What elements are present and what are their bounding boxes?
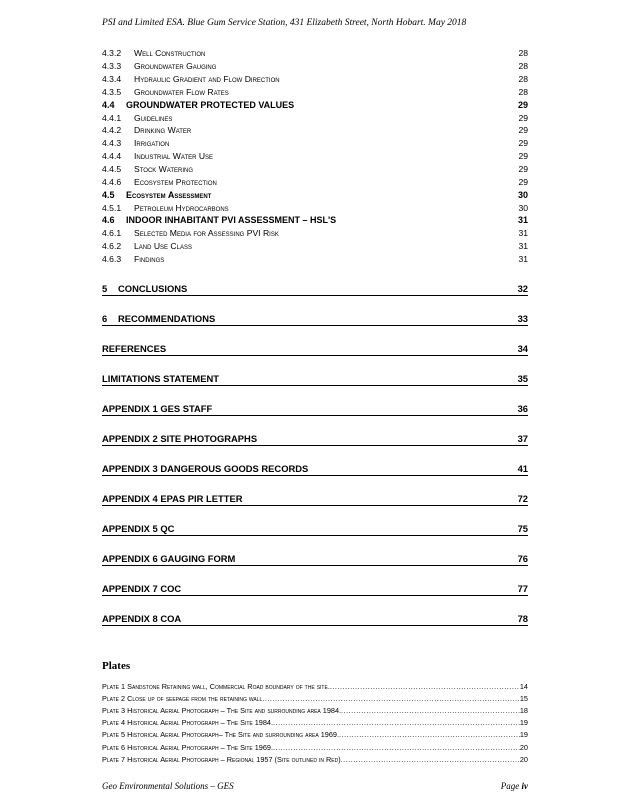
toc-entry-number: 4.4.6 [102,176,122,187]
toc-heading-underline [102,313,528,326]
toc-heading-title: APPENDIX 3 DANGEROUS GOODS RECORDS [102,463,309,474]
toc-heading-title: REFERENCES [102,343,167,354]
toc-heading-title: CONCLUSIONS [118,283,188,294]
toc-heading-title: APPENDIX 1 GES STAFF [102,403,213,414]
toc-entry-page: 29 [518,151,528,162]
toc-entry-title: Industrial Water Use [134,151,214,162]
toc-entry[interactable] [102,227,528,240]
toc-entry-title: INDOOR INHABITANT PVI ASSESSMENT – HSL'S [126,215,337,226]
toc-heading-title: APPENDIX 7 COC [102,583,182,594]
toc-entry-title: Selected Media for Assessing PVI Risk [134,228,279,239]
toc-entry-number: 4.6.3 [102,253,122,264]
toc-entry-page: 31 [518,253,528,264]
toc-heading-entry[interactable] [102,433,528,463]
toc-entry-number: 4.5 [102,189,115,200]
toc-entry-title: Groundwater Gauging [134,61,217,72]
toc-entry-number: 4.3.5 [102,86,122,97]
plate-entry-page: 18 [519,705,528,715]
toc-heading-entry[interactable] [102,523,528,553]
footer-page [501,781,528,791]
toc-entry-number: 4.6 [102,215,115,226]
plate-entry-page: 15 [519,693,528,703]
footer-page-label: Page [500,781,520,791]
toc-heading-page: 33 [517,313,528,324]
toc-entry-title: Groundwater Flow Rates [134,86,229,97]
plate-entry[interactable] [102,704,528,716]
toc-heading-entry[interactable] [102,313,528,343]
toc-heading-title: APPENDIX 2 SITE PHOTOGRAPHS [102,433,258,444]
plate-entry-page: 14 [519,681,528,691]
toc-heading-entry[interactable] [102,583,528,613]
toc-heading-page: 41 [517,463,528,474]
toc-entry-number: 4.5.1 [102,202,122,213]
plate-entry-leader [273,718,520,727]
toc-heading-title: RECOMMENDATIONS [118,313,216,324]
toc-entry-number: 4.4.2 [102,125,122,136]
toc-heading-title: LIMITATIONS STATEMENT [102,373,219,384]
running-header: PSI and Limited ESA. Blue Gum Service Station, 431 Elizabeth Street, North Hobart. May 2018 [102,18,467,28]
toc-heading-title: APPENDIX 4 EPAS PIR LETTER [102,493,243,504]
plate-entry-title: Plate 2 Close up of seepage from the retaining wall [102,693,263,703]
toc-entry-page: 31 [518,241,528,252]
plate-entry[interactable] [102,741,528,753]
toc-entry-number: 4.3.3 [102,61,122,72]
toc-entry-title: Hydraulic Gradient and Flow Direction [134,74,280,85]
toc-entry-title: Findings [134,253,165,264]
toc-entry-page: 28 [518,61,528,72]
toc-heading-entry[interactable] [102,283,528,313]
toc-entry-page: 29 [517,99,528,110]
toc-entry-page: 28 [518,86,528,97]
plate-entry-title: Plate 5 Historical Aerial Photograph– The Site and surrounding area 1969. [102,730,340,740]
toc-heading-title: APPENDIX 5 QC [102,523,175,534]
plate-entry-leader [273,743,520,752]
plate-entry-page: 20 [519,754,528,764]
toc-heading-underline [102,283,528,296]
toc-entry[interactable] [102,111,528,124]
toc-entry-page: 30 [518,202,528,213]
plate-entry[interactable] [102,753,528,765]
plate-entry[interactable] [102,717,528,729]
toc-entry-title: Well Construction [134,48,206,59]
toc-heading-entry[interactable] [102,553,528,583]
toc-heading-number: 5 [102,283,108,294]
toc-heading-underline [102,433,528,446]
toc-heading-underline [102,373,528,386]
toc-entry-title: GROUNDWATER PROTECTED VALUES [126,99,295,110]
toc-entry-title: Irrigation [134,138,170,149]
toc-entry[interactable] [102,124,528,137]
toc-heading-underline [102,403,528,416]
toc-entry-number: 4.3.2 [102,48,122,59]
toc-heading-page: 37 [517,433,528,444]
footer-company: Geo Environmental Solutions – GES [102,781,234,791]
footer-page-number: iv [521,781,528,791]
toc-entry[interactable] [102,253,528,266]
plate-entry-leader [341,706,520,715]
toc-heading-page: 32 [517,283,528,294]
toc-heading-underline [102,493,528,506]
toc-heading-entry[interactable] [102,343,528,373]
toc-entry-number: 4.4.1 [102,112,122,123]
toc-heading-underline [102,583,528,596]
plate-entry[interactable] [102,729,528,741]
toc-entry-title: Stock Watering [134,164,194,175]
toc-heading-page: 78 [517,613,528,624]
page-footer [102,781,528,791]
toc-heading-number: 6 [102,313,108,324]
toc-entry-title: Ecosystem Assessment [126,189,212,200]
toc-entry-number: 4.3.4 [102,74,122,85]
plate-entry-title: Plate 6 Historical Aerial Photograph – The Site 1969. [102,742,274,752]
plate-entry-leader [341,755,520,764]
toc-entry[interactable] [102,188,528,201]
toc-entry-title: Guidelines [134,112,173,123]
toc-entry-page: 31 [517,215,528,226]
toc-heading-page: 72 [517,493,528,504]
toc-heading-page: 36 [517,403,528,414]
toc-heading-underline [102,463,528,476]
toc-entry[interactable] [102,137,528,150]
toc-heading-page: 35 [517,373,528,384]
toc-heading-entry[interactable] [102,463,528,493]
toc-heading-page: 77 [517,583,528,594]
toc-entry-title: Petroleum Hydrocarbons [134,202,229,213]
toc-entry-number: 4.4.4 [102,151,122,162]
toc-entry[interactable] [102,86,528,99]
toc-entry-number: 4.4.3 [102,138,122,149]
toc-entry[interactable] [102,98,528,111]
toc-heading-entry[interactable] [102,493,528,523]
toc-entry-number: 4.4.5 [102,164,122,175]
toc-entry-page: 29 [518,164,528,175]
toc-entry-page: 31 [518,228,528,239]
toc-heading-entry[interactable] [102,373,528,403]
toc-entry-page: 30 [517,189,528,200]
plate-entry-page: 20 [519,742,528,752]
toc-entry[interactable] [102,73,528,86]
plates-heading: Plates [102,660,131,672]
plate-entry[interactable] [102,692,528,704]
plate-entry-leader [330,682,520,691]
toc-entry-page: 28 [518,48,528,59]
toc-entry-title: Drinking Water [134,125,192,136]
toc-entry[interactable] [102,47,528,60]
plate-entry-page: 19 [519,730,528,740]
toc-heading-page: 75 [517,523,528,534]
toc-entry-page: 29 [518,125,528,136]
toc-entry-page: 29 [518,112,528,123]
plate-entry-title: Plate 7 Historical Aerial Photograph – Regional 1957 (Site outlined in Red) [102,754,341,764]
toc-entry[interactable] [102,175,528,188]
toc-entry-title: Land Use Class [134,241,192,252]
toc-heading-title: APPENDIX 8 COA [102,613,182,624]
toc-entry-number: 4.6.2 [102,241,122,252]
plate-entry-title: Plate 1 Sandstone Retaining wall, Commercial Road boundary of the site. [102,681,330,691]
toc-entry-number: 4.4 [102,99,115,110]
toc-entry-page: 28 [518,74,528,85]
toc-entry-page: 29 [518,138,528,149]
plate-entry[interactable] [102,680,528,692]
plates-list [102,680,528,765]
toc-heading-underline [102,553,528,566]
plate-entry-title: Plate 4 Historical Aerial Photograph – The Site 1984. [102,718,274,728]
toc-entry[interactable] [102,240,528,253]
plate-entry-leader [339,730,520,739]
toc-heading-page: 34 [517,343,528,354]
plate-entry-title: Plate 3 Historical Aerial Photograph – The Site and surrounding area 1984. [102,705,342,715]
toc-subsections [102,47,528,265]
toc-heading-title: APPENDIX 6 GAUGING FORM [102,553,236,564]
toc-entry-number: 4.6.1 [102,228,122,239]
toc-heading-page: 76 [517,553,528,564]
toc-heading-entry[interactable] [102,403,528,433]
toc-entry[interactable] [102,214,528,227]
toc-entry[interactable] [102,201,528,214]
toc-heading-entry[interactable] [102,613,528,643]
plate-entry-page: 19 [519,718,528,728]
toc-heading-underline [102,613,528,626]
toc-entry-page: 29 [518,176,528,187]
toc-entry[interactable] [102,150,528,163]
toc-entry[interactable] [102,163,528,176]
toc-entry-title: Ecosystem Protection [134,176,217,187]
toc-heading-underline [102,523,528,536]
toc-top-level [102,283,528,643]
toc-heading-underline [102,343,528,356]
toc-entry[interactable] [102,60,528,73]
plate-entry-leader [262,694,520,703]
